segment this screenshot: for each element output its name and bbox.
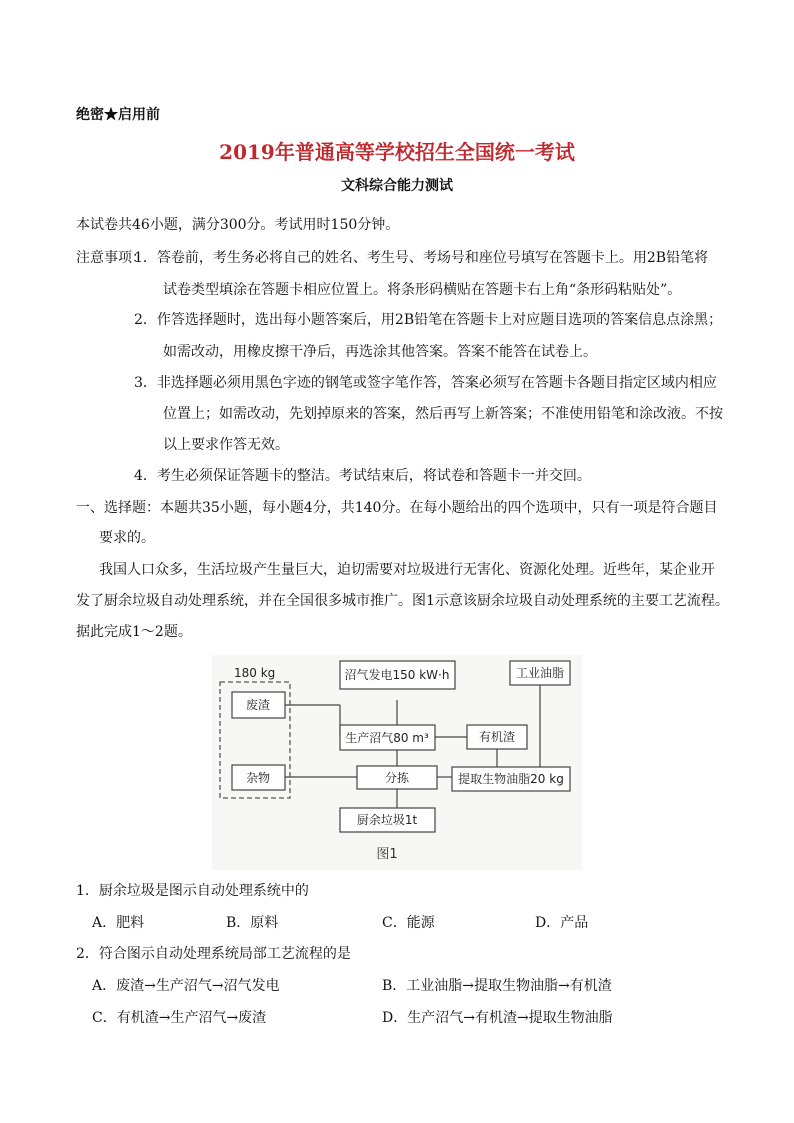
power-box: 沼气发电150 kW·h	[344, 668, 450, 682]
feizha-box: 废渣	[245, 698, 271, 712]
note-line: 试卷类型填涂在答题卡相应位置上。将条形码横贴在答题卡右上角“条形码粘贴处”。	[163, 282, 682, 298]
option-a[interactable]: A．废渣→生产沼气→沼气发电	[92, 978, 280, 994]
group-weight-label: 180 kg	[234, 666, 276, 680]
figure-caption: 图1	[376, 847, 398, 862]
note-line: 位置上；如需改动，先划掉原来的答案，然后再写上新答案；不准使用铅笔和涂改液。不按	[163, 406, 723, 422]
question-stem: 2．符合图示自动处理系统局部工艺流程的是	[76, 946, 351, 962]
sort-box: 分拣	[384, 771, 410, 785]
extract-box: 提取生物油脂20 kg	[458, 772, 564, 786]
industrial-oil-box: 工业油脂	[515, 666, 565, 680]
option-c[interactable]: C．有机渣→生产沼气→废渣	[92, 1010, 267, 1026]
process-flow-diagram	[212, 655, 582, 870]
zawu-box: 杂物	[245, 771, 271, 785]
exam-subtitle: 文科综合能力测试	[341, 178, 453, 194]
option-b[interactable]: B．工业油脂→提取生物油脂→有机渣	[382, 978, 612, 994]
option-d[interactable]: D．生产沼气→有机渣→提取生物油脂	[382, 1010, 613, 1026]
question-stem: 1．厨余垃圾是图示自动处理系统中的	[76, 883, 309, 899]
section-heading-cont: 要求的。	[99, 530, 155, 546]
biogas-box: 生产沼气80 m³	[345, 731, 429, 745]
passage-line: 据此完成1～2题。	[76, 624, 192, 640]
note-line: 2．作答选择题时，选出每小题答案后，用2B铅笔在答题卡上对应题目选项的答案信息点涂黑；	[134, 312, 723, 328]
option-d[interactable]: D．产品	[535, 915, 589, 931]
note-line: 3．非选择题必须用黑色字迹的钢笔或签字笔作答，答案必须写在答题卡各题目指定区域内相应	[134, 375, 717, 391]
exam-title: 2019年普通高等学校招生全国统一考试	[219, 140, 575, 164]
secret-mark: 绝密★启用前	[76, 107, 160, 123]
note-line: 如需改动，用橡皮擦干净后，再选涂其他答案。答案不能答在试卷上。	[163, 344, 597, 360]
notes-label: 注意事项：	[76, 250, 146, 266]
section-heading: 一、选择题：本题共35小题，每小题4分，共140分。在每小题给出的四个选项中，只有一项是符合题目	[76, 500, 718, 516]
option-a[interactable]: A．肥料	[92, 915, 145, 931]
option-c[interactable]: C．能源	[382, 915, 435, 931]
passage-line: 发了厨余垃圾自动处理系统，并在全国很多城市推广。图1示意该厨余垃圾自动处理系统的主要工艺流程。	[76, 593, 729, 609]
note-line: 以上要求作答无效。	[163, 437, 289, 453]
note-line: 4．考生必须保证答题卡的整洁。考试结束后，将试卷和答题卡一并交回。	[134, 468, 591, 484]
passage-line: 我国人口众多，生活垃圾产生量巨大，迫切需要对垃圾进行无害化、资源化处理。近些年，某企业开	[99, 562, 715, 578]
note-line: 1．答卷前，考生务必将自己的姓名、考生号、考场号和座位号填写在答题卡上。用2B铅笔将	[134, 250, 709, 266]
exam-intro: 本试卷共46小题，满分300分。考试用时150分钟。	[76, 217, 400, 233]
residue-box: 有机渣	[478, 730, 516, 744]
kitchen-waste-box: 厨余垃圾1t	[356, 813, 418, 827]
option-b[interactable]: B．原料	[226, 915, 279, 931]
